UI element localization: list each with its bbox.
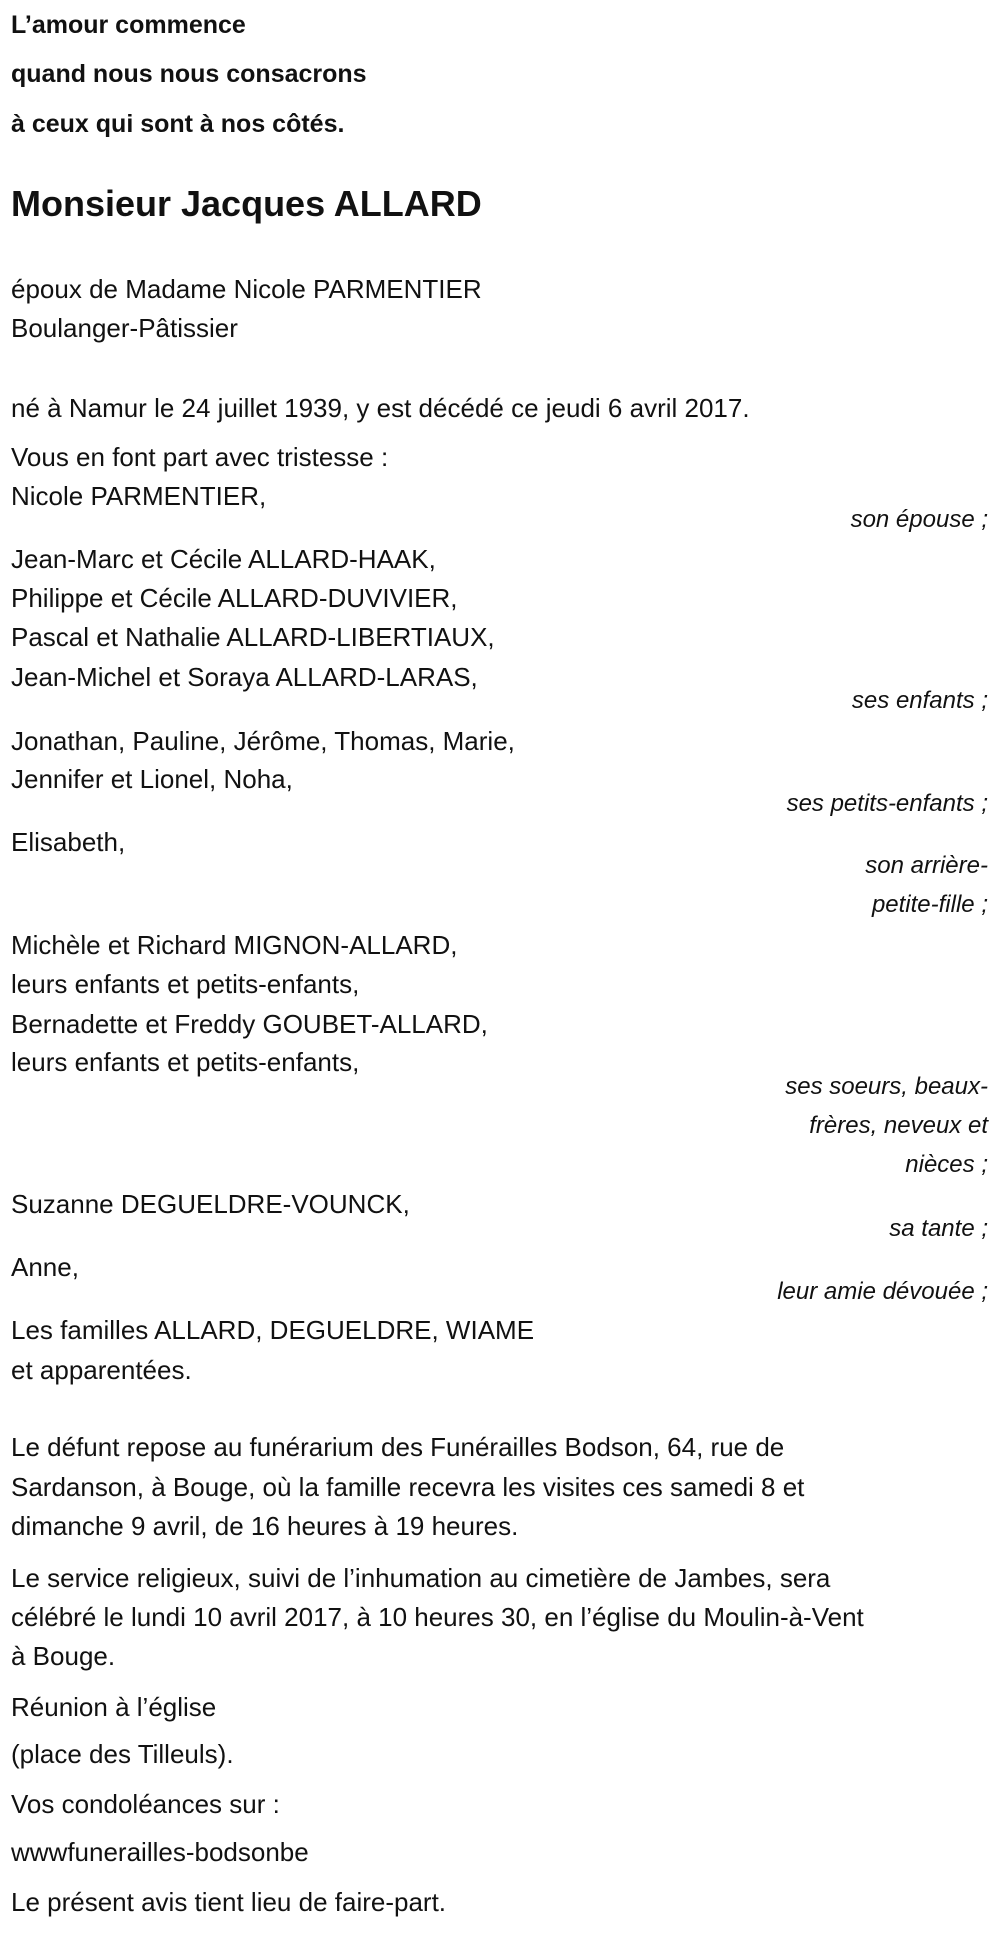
- family-name: Les familles ALLARD, DEGUELDRE, WIAME: [11, 1315, 535, 1345]
- spouse-line: époux de Madame Nicole PARMENTIER: [11, 274, 482, 304]
- family-name: et apparentées.: [11, 1355, 192, 1385]
- family-name: Jean-Michel et Soraya ALLARD-LARAS,: [11, 662, 478, 692]
- family-name: Philippe et Cécile ALLARD-DUVIVIER,: [11, 583, 458, 613]
- visitation-line: Sardanson, à Bouge, où la famille recevra les visites ces samedi 8 et: [11, 1472, 805, 1502]
- family-relation: sa tante ;: [889, 1215, 988, 1242]
- visitation-line: Le défunt repose au funérarium des Funérailles Bodson, 64, rue de: [11, 1432, 785, 1462]
- family-relation: petite-fille ;: [871, 891, 988, 918]
- family-name: Michèle et Richard MIGNON-ALLARD,: [11, 930, 458, 960]
- family-relation: ses soeurs, beaux-: [785, 1073, 988, 1100]
- family-name: Nicole PARMENTIER,: [11, 481, 267, 511]
- family-relation: ses enfants ;: [851, 687, 988, 714]
- service-line: à Bouge.: [11, 1641, 116, 1671]
- family-name: Suzanne DEGUELDRE-VOUNCK,: [11, 1189, 410, 1219]
- condolences-site-link[interactable]: wwwfunerailles-bodsonbe: [11, 1837, 309, 1867]
- family-name: Bernadette et Freddy GOUBET-ALLARD,: [11, 1009, 488, 1039]
- quote-line: à ceux qui sont à nos côtés.: [11, 110, 345, 138]
- visitation-line: dimanche 9 avril, de 16 heures à 19 heures.: [11, 1511, 519, 1541]
- deceased-name: Monsieur Jacques ALLARD: [11, 183, 482, 224]
- birth-death: né à Namur le 24 juillet 1939, y est décédé ce jeudi 6 avril 2017.: [11, 393, 750, 423]
- family-name: Pascal et Nathalie ALLARD-LIBERTIAUX,: [11, 622, 495, 652]
- service-line: célébré le lundi 10 avril 2017, à 10 heures 30, en l’église du Moulin-à-Vent: [11, 1602, 864, 1632]
- family-name: Anne,: [11, 1252, 79, 1282]
- meeting-line: (place des Tilleuls).: [11, 1739, 234, 1769]
- closing-note: Le présent avis tient lieu de faire-part.: [11, 1887, 447, 1917]
- condolences-label: Vos condoléances sur :: [11, 1789, 280, 1819]
- family-name: Jennifer et Lionel, Noha,: [11, 764, 293, 794]
- quote-line: quand nous nous consacrons: [11, 60, 367, 88]
- family-name: Jean-Marc et Cécile ALLARD-HAAK,: [11, 544, 436, 574]
- meeting-line: Réunion à l’église: [11, 1692, 217, 1722]
- family-relation: nièces ;: [905, 1151, 988, 1178]
- family-relation: son arrière-: [865, 852, 988, 879]
- family-relation: frères, neveux et: [809, 1112, 988, 1139]
- family-name: leurs enfants et petits-enfants,: [11, 969, 360, 999]
- family-name: Jonathan, Pauline, Jérôme, Thomas, Marie,: [11, 726, 515, 756]
- intro: Vous en font part avec tristesse :: [11, 442, 389, 472]
- family-name: leurs enfants et petits-enfants,: [11, 1047, 360, 1077]
- family-relation: ses petits-enfants ;: [786, 790, 988, 817]
- profession: Boulanger-Pâtissier: [11, 313, 238, 343]
- quote-line: L’amour commence: [11, 11, 246, 39]
- family-name: Elisabeth,: [11, 827, 126, 857]
- family-relation: son épouse ;: [850, 506, 988, 533]
- family-relation: leur amie dévouée ;: [777, 1278, 988, 1305]
- service-line: Le service religieux, suivi de l’inhumation au cimetière de Jambes, sera: [11, 1563, 831, 1593]
